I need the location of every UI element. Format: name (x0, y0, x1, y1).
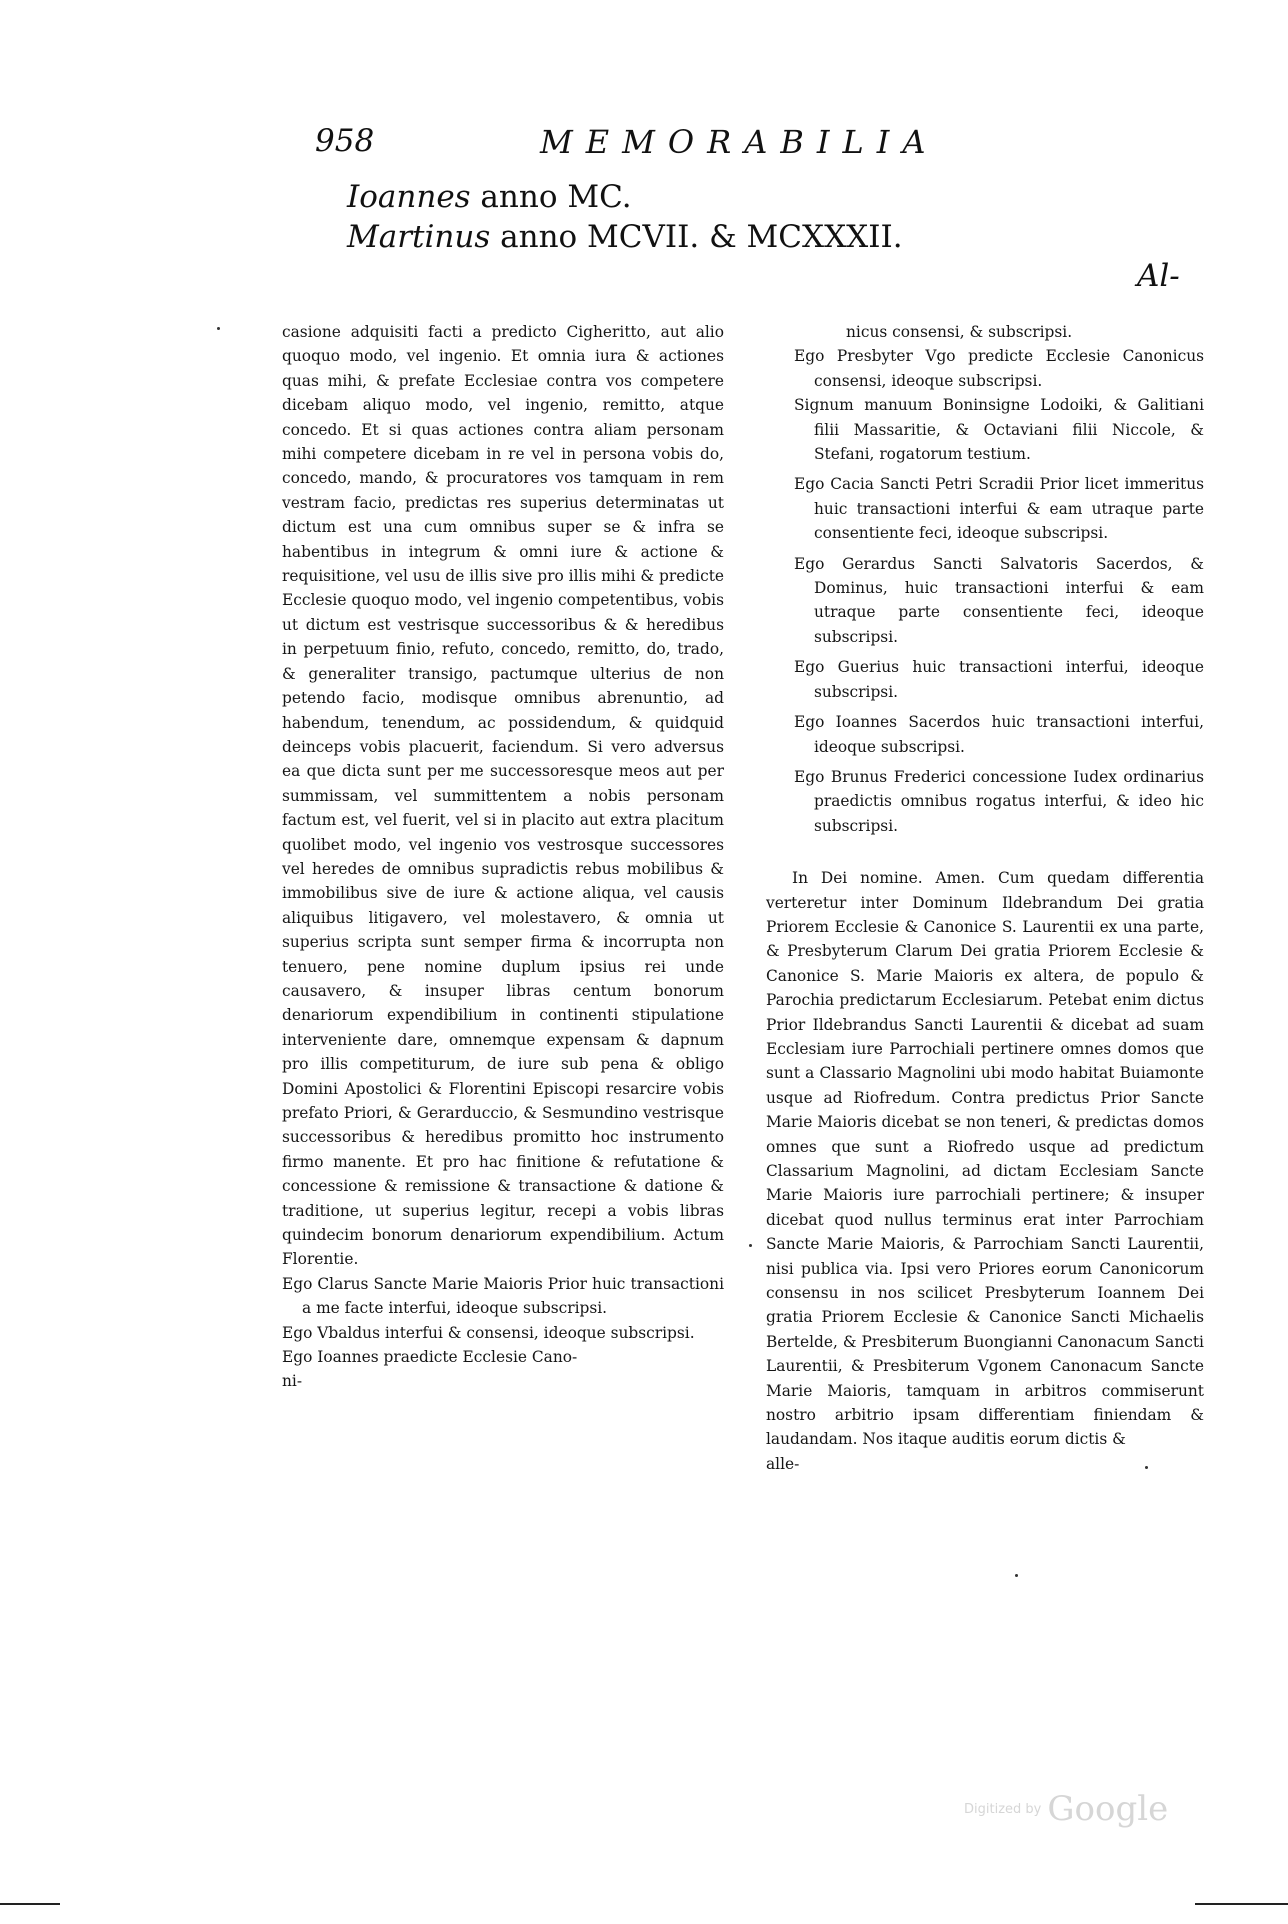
signature-line: Ego Ioannes praedicte Ecclesie Cano- (282, 1348, 578, 1367)
ink-speck (1145, 1466, 1148, 1469)
signature-line: Ego Vbaldus interfui & consensi, ideoque subscripsi. (282, 1323, 695, 1342)
scan-edge-mark (0, 1903, 60, 1905)
right-body-text: In Dei nomine. Amen. Cum quedam differentia verteretur inter Dominum Ildebrandum Dei gratia Priorem Ecclesie & Canonice S. Laurentii ex una parte, & Presbyterum Clarum Dei gratia Priorem Ecclesie & Canonice S. Marie Maioris ex altera, de populo & Parochia predictarum Ecclesiarum. Petebat enim dictus Prior Ildebrandus Sancti Laurentii & dicebat ad suam Ecclesiam iure Parrochiali pertinere omnes domos que sunt a Classario Magnolini ubi modo habitat Buiamonte usque ad Riofredum. Contra predictus Prior Sancte Marie Maioris dicebat se non teneri, & predictas domos omnes que sunt a Riofredo usque ad predictum Classarium Magnolini, ad dictam Ecclesiam Sancte Marie Maioris iure parrochiali pertinere; & insuper dicebat quod nullus terminus erat inter Parrochiam Sancte Marie Maioris, & Parrochiam Sancti Laurentii, nisi publica via. Ipsi vero Priores eorum Canonicorum consensu in nos scilicet Presbyterum Ioannem Dei gratia Priorem Ecclesie & Canonice Sancti Michaelis Bertelde, & Presbiterum Buongianni Canonacum Sancti Laurentii, & Presbiterum Vgonem Canonacum Sancte Marie Maioris, tamquam in arbitros commiserunt nostro arbitrio ipsam differentiam finiendam & laudandam. Nos itaque auditis eorum dictis & (766, 869, 1204, 1449)
name-line (347, 177, 967, 217)
signature-continuation: nicus consensi, & subscripsi. (846, 323, 1073, 341)
digitization-watermark (964, 1789, 1168, 1829)
ink-speck (1015, 1574, 1018, 1577)
watermark-prefix: Digitized by (964, 1801, 1042, 1817)
page-number: 958 (315, 123, 375, 159)
person-name: Martinus (347, 219, 491, 255)
ink-speck (749, 1244, 752, 1247)
signature-line: Ego Gerardus Sancti Salvatoris Sacerdos, & Dominus, huic transactioni interfui & eam utraque parte consentiente feci, ideoque subscripsi. (794, 554, 1204, 646)
watermark-logo: Google (1047, 1789, 1169, 1829)
names-block (347, 177, 967, 257)
left-column (282, 320, 724, 1394)
signature-line: Ego Cacia Sancti Petri Scradii Prior licet immeritus huic transactioni interfui & eam utraque parte consentiente feci, ideoque subscripsi. (794, 475, 1204, 543)
signature-line: Ego Presbyter Vgo predicte Ecclesie Canonicus consensi, ideoque subscripsi. (794, 347, 1204, 390)
running-title: MEMORABILIA (540, 123, 939, 161)
right-catchword: alle- (766, 1454, 800, 1473)
name-year: anno MC. (470, 179, 632, 215)
scan-edge-mark (1195, 1903, 1288, 1905)
signature-line: Ego Guerius huic transactioni interfui, ideoque subscripsi. (794, 658, 1204, 701)
signature-line: Ego Brunus Frederici concessione Iudex ordinarius praedictis omnibus rogatus interfui, & ideo hic subscripsi. (794, 767, 1204, 835)
signature-line: Signum manuum Boninsigne Lodoiki, & Galitiani filii Massaritie, & Octaviani filii Niccole, & Stefani, rogatorum testium. (794, 396, 1204, 464)
right-column (766, 320, 1204, 1476)
ink-speck (217, 327, 220, 330)
name-line (347, 217, 967, 257)
signature-line: Ego Ioannes Sacerdos huic transactioni interfui, ideoque subscripsi. (794, 713, 1204, 756)
signature-line: Ego Clarus Sancte Marie Maioris Prior huic transactioni a me facte interfui, ideoque subscripsi. (282, 1274, 724, 1318)
name-year: anno MCVII. & MCXXXII. (490, 219, 903, 255)
left-body-text: casione adquisiti facti a predicto Cigheritto, aut alio quoquo modo, vel ingenio. Et omnia iura & actiones quas mihi, & prefate Ecclesiae contra vos competere dicebam aliquo modo, vel ingenio, remitto, atque concedo. Et si quas actiones contra aliam personam mihi competere dicebam in re vel in persona vobis do, concedo, mando, & procuratores vos tamquam in rem vestram facio, predictas res superius determinatas ut dictum est una cum omnibus super se & infra se habentibus in integrum & omni iure & actione & requisitione, vel usu de illis sive pro illis mihi & predicte Ecclesie quoquo modo, vel ingenio competentibus, vobis ut dictum est vestrisque successoribus & & heredibus in perpetuum finio, refuto, concedo, remitto, do, trado, & generaliter transigo, pactumque ulterius de non petendo facio, modisque omnibus abrenuntio, ad habendum, tenendum, ac possidendum, & quidquid deinceps vobis placuerit, faciendum. Si vero adversus ea que dicta sunt per me successoresque meos aut per summissam, vel summittentem a nobis personam factum est, vel fuerit, vel si in placito aut extra placitum quolibet modo, vel ingenio vos vestrosque successores vel heredes de omnibus supradictis rebus mobilibus & immobilibus sive de iure & actione aliqua, vel causis aliquibus litigavero, vel molestavero, & omnia ut superius scripta sunt semper firma & incorrupta non tenuero, pene nomine duplum ipsius rei unde causavero, & insuper libras centum bonorum denariorum expendibilium in continenti stipulatione interveniente dare, omnemque expensam & dapnum pro illis competiturum, de iure sub pena & obligo Domini Apostolici & Florentini Episcopi resarcire vobis prefato Priori, & Gerarduccio, & Sesmundino vestrisque successoribus & heredibus promitto hoc instrumento firmo manente. Et pro hac finitione & refutatione & concessione & remissione & transactione & datione & traditione, ut superius legitur, recepi a vobis libras quindecim bonorum denariorum expendibilium. Actum Florentie. (282, 323, 724, 1269)
person-name: Ioannes (347, 179, 471, 215)
header-catchword: Al- (1137, 258, 1180, 294)
left-catchword: ni- (282, 1372, 303, 1391)
page-header (315, 123, 955, 163)
